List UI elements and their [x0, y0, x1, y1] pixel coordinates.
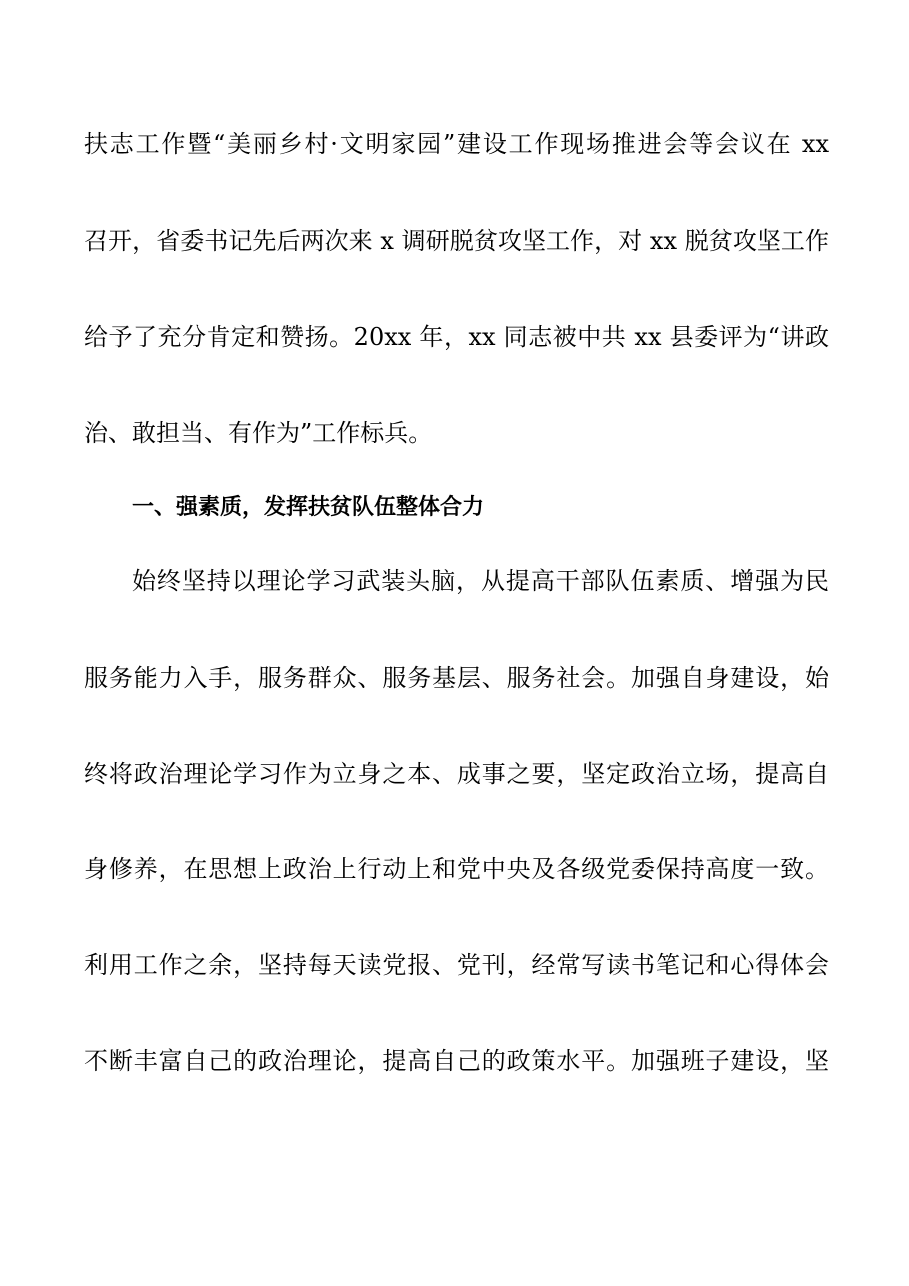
paragraph-1-line-3: 给予了充分肯定和赞扬。20xx 年，xx 同志被中共 xx 县委评为“讲政: [84, 323, 829, 351]
paragraph-2-line-3: 终将政治理论学习作为立身之本、成事之要，坚定政治立场，提高自: [84, 760, 829, 788]
paragraph-2-line-5: 利用工作之余，坚持每天读党报、党刊，经常写读书笔记和心得体会: [84, 951, 829, 979]
paragraph-2-line-1: 始终坚持以理论学习武装头脑，从提高干部队伍素质、增强为民: [132, 567, 829, 595]
paragraph-1-line-2: 召开，省委书记先后两次来 x 调研脱贫攻坚工作，对 xx 脱贫攻坚工作: [84, 227, 829, 255]
section-heading: 一、强素质，发挥扶贫队伍整体合力: [132, 495, 485, 520]
paragraph-1-line-4: 治、敢担当、有作为”工作标兵。: [84, 419, 433, 447]
paragraph-1-line-1: 扶志工作暨“美丽乡村·文明家园”建设工作现场推进会等会议在 xx: [84, 130, 829, 158]
paragraph-2-line-4: 身修养，在思想上政治上行动上和党中央及各级党委保持高度一致。: [84, 855, 829, 883]
paragraph-2-line-2: 服务能力入手，服务群众、服务基层、服务社会。加强自身建设，始: [84, 664, 829, 692]
paragraph-2-line-6: 不断丰富自己的政治理论，提高自己的政策水平。加强班子建设，坚: [84, 1047, 829, 1075]
